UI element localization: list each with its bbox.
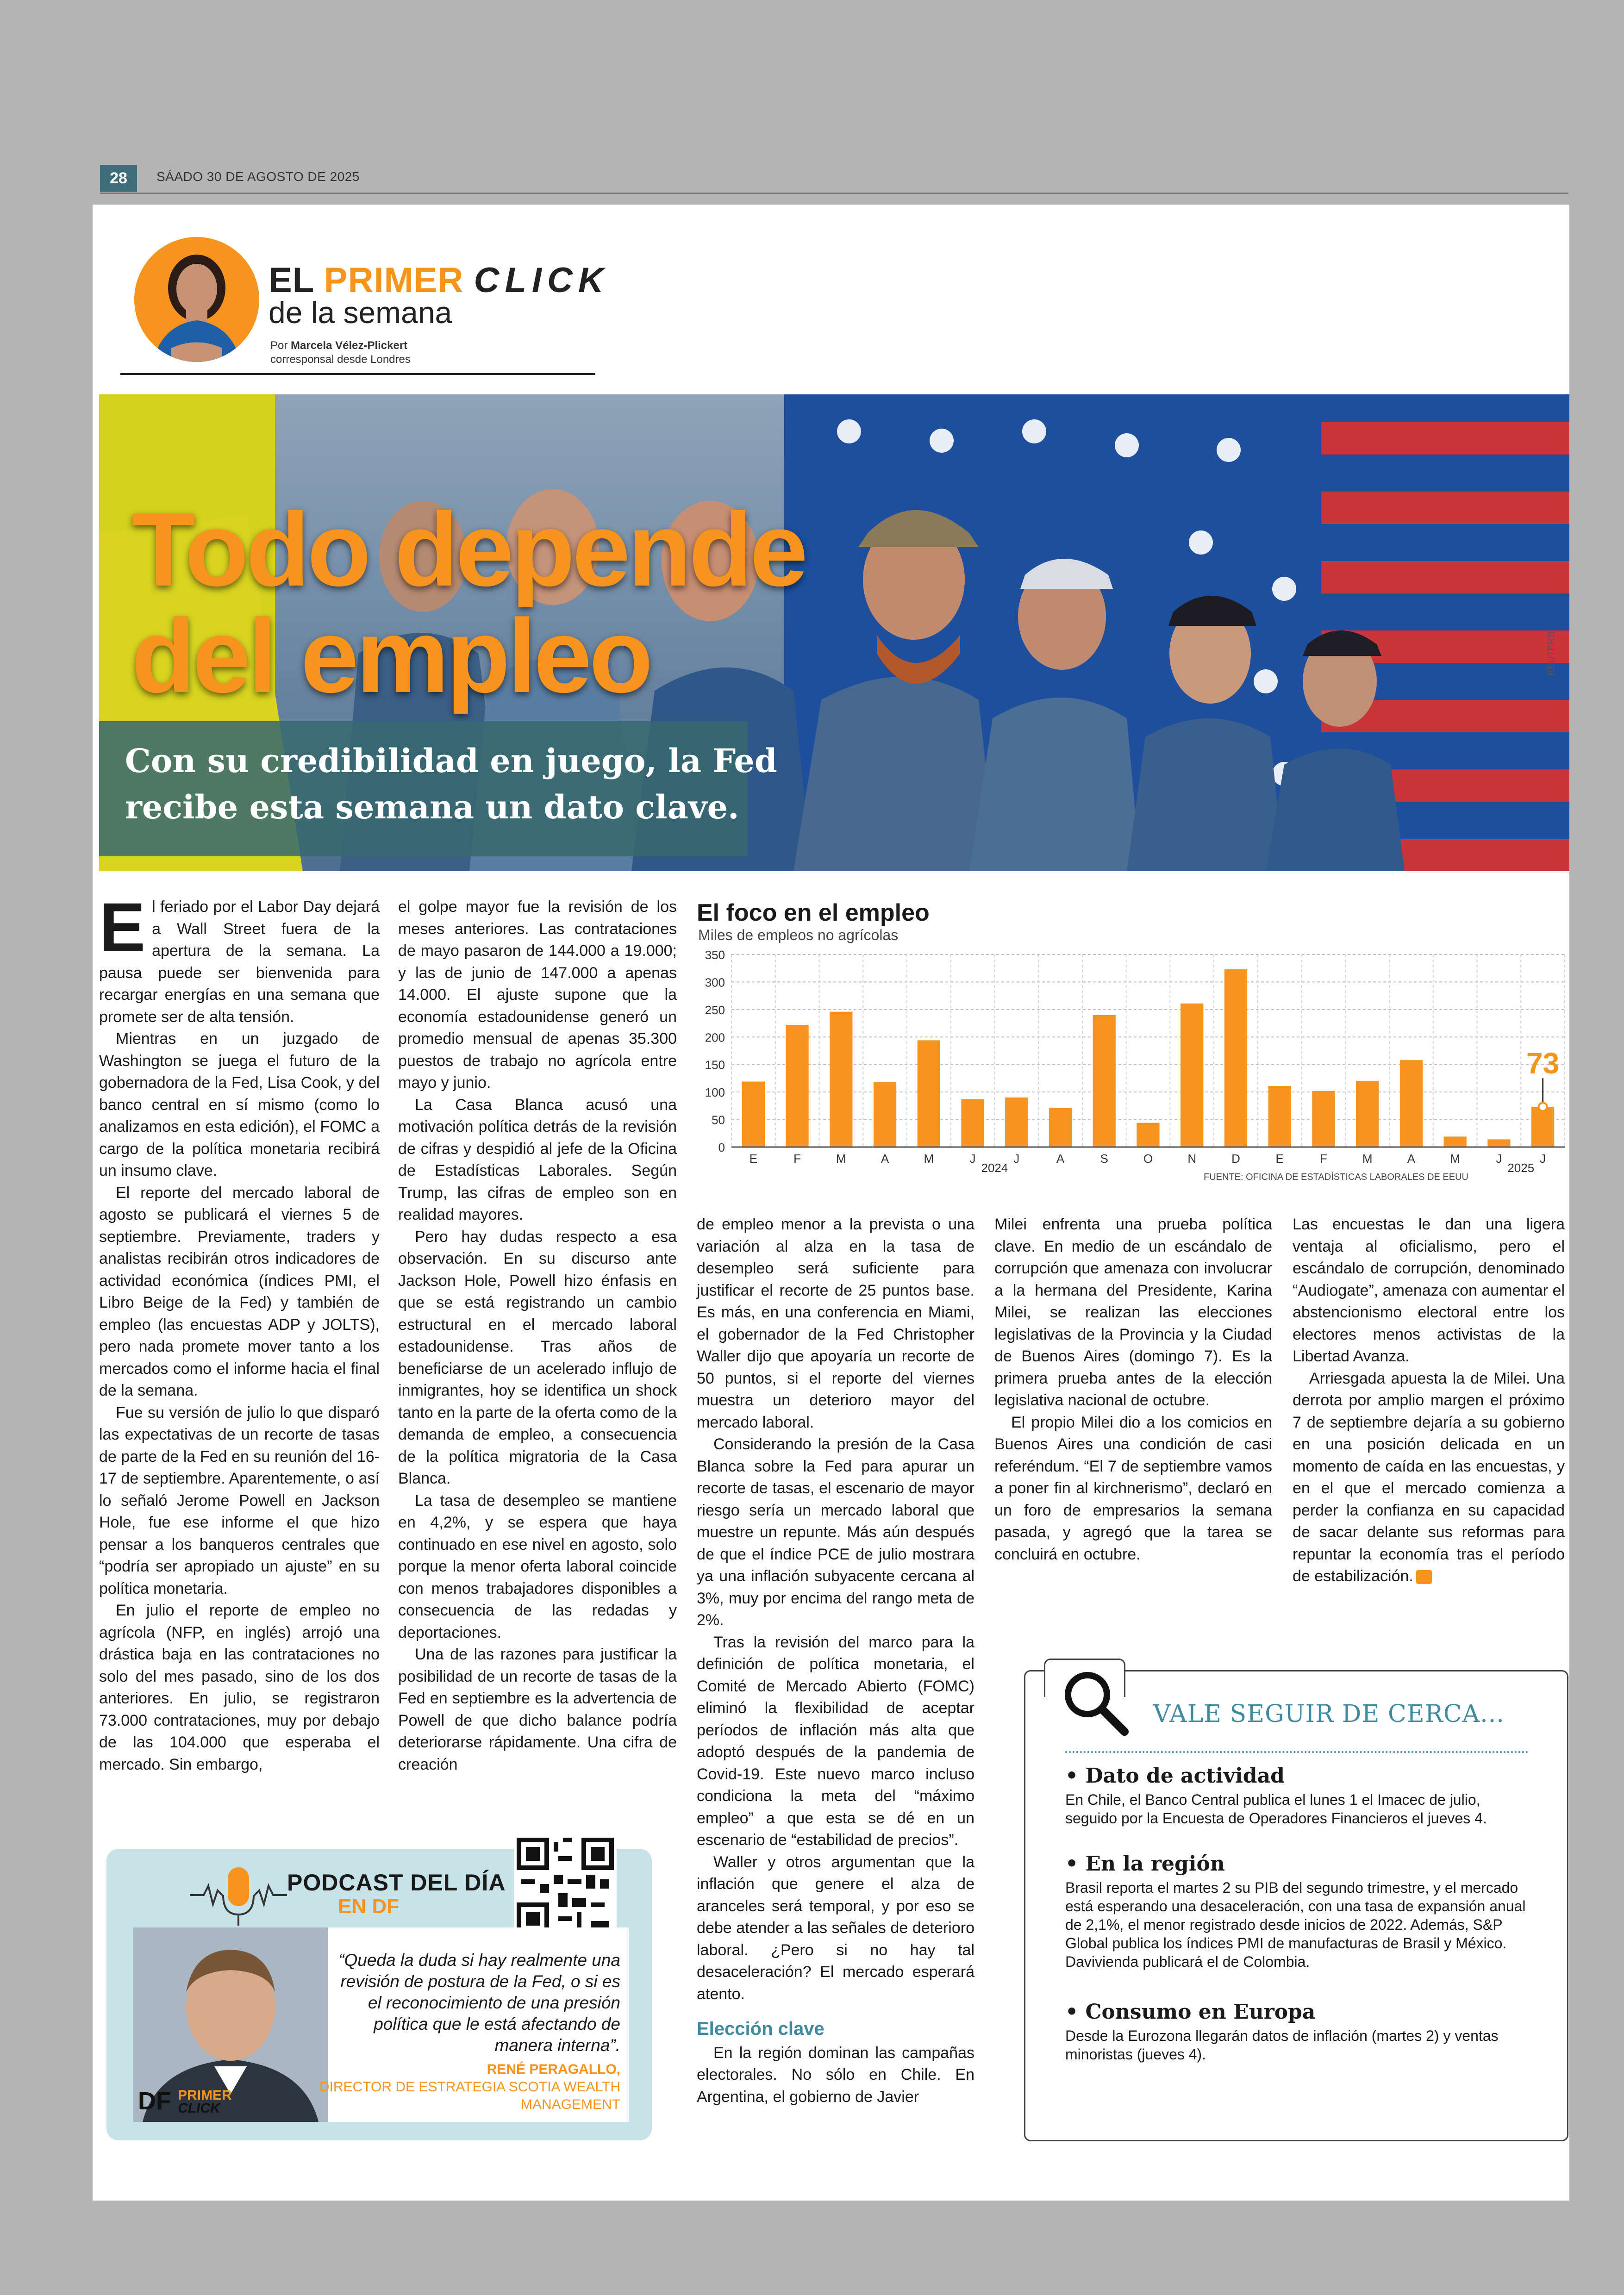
- paragraph: El feriado por el Labor Day dejará a Wall Street fuera de la apertura de la semana. La pausa puede ser bienvenida para recargar energías en una semana que promete ser de alta tensión.: [99, 888, 380, 1026]
- page-folio: [100, 162, 1568, 194]
- article-column-5: [1293, 1214, 1565, 1588]
- x-tick-label: D: [1231, 1152, 1240, 1166]
- paragraph: En julio el reporte de empleo no agrícola (NFP, en inglés) arrojó una drástica baja en las contrataciones no solo del mes pasado, sino de los dos anteriores. En julio, se registraron 73.000 contrataciones, muy por debajo de las 104.000 que esperaba el mercado. Sin embargo,: [99, 1602, 380, 1773]
- bar: [786, 1025, 808, 1147]
- bar: [1487, 1139, 1510, 1147]
- byline-role: corresponsal desde Londres: [270, 353, 411, 366]
- bar: [1005, 1098, 1028, 1147]
- year-label: 2024: [981, 1161, 1008, 1172]
- watchlist-item-body: Brasil reporta el martes 2 su PIB del segundo trimestre, y el mercado está esperando una desaceleración, con una tasa de expansión anual de 2,1%, el menor registrado desde inicios de 2022. Además, S&P Global publica los índices PMI de manufacturas de Brasil y México. Davivienda publicará el de Colombia.: [1065, 1879, 1526, 1970]
- employment-bar-chart: [694, 945, 1569, 1172]
- x-tick-label: N: [1187, 1152, 1197, 1166]
- brand-subtitle: de la semana: [269, 295, 452, 330]
- paragraph: En la región dominan las campañas electorales. No sólo en Chile. En Argentina, el gobierno de Javier: [697, 2044, 974, 2106]
- bar: [830, 1012, 852, 1147]
- bar: [1137, 1123, 1159, 1147]
- watchlist-item: [1065, 1852, 1533, 1971]
- brand-click: CLICK: [474, 261, 609, 300]
- x-tick-label: F: [793, 1152, 801, 1166]
- byline-prefix: Por: [270, 339, 288, 352]
- podcast-quote: “Queda la duda si hay realmente una revisión de postura de la Fed, o si es el reconocimiento de una presión política que le está afectando de manera interna”.: [338, 1951, 620, 2055]
- x-tick-label: M: [836, 1152, 846, 1166]
- x-tick-label: A: [881, 1152, 889, 1166]
- x-tick-label: M: [924, 1152, 934, 1166]
- end-of-article-icon: ≡: [1416, 1570, 1432, 1584]
- bar: [874, 1082, 896, 1147]
- y-tick-label: 50: [712, 1113, 725, 1127]
- bar: [1093, 1015, 1116, 1147]
- watchlist-box: [1024, 1670, 1568, 2141]
- watchlist-title: VALE SEGUIR DE CERCA...: [1153, 1700, 1505, 1728]
- podcast-logo-primer: PRIMER: [178, 2088, 232, 2103]
- paragraph: Mientras en un juzgado de Washington se juega el futuro de la gobernadora de la Fed, Lisa Cook, y del banco central en sí mismo (como lo analizamos en esta edición), el FOMC a cargo de la política monetaria recibirá un insumo clave.: [99, 1030, 380, 1179]
- columnist-portrait: [134, 237, 259, 362]
- x-tick-label: J: [1496, 1152, 1502, 1166]
- callout-label: 73: [1526, 1047, 1560, 1080]
- paragraph: Tras la revisión del marco para la definición de política monetaria, el Comité de Mercado Abierto (FOMC) eliminó la flexibilidad de aceptar períodos de inflación más alta que adoptó después de la pandemia de Covid-19. Este nuevo marco incluso condiciona la meta del “máximo empleo” a que esta se dé en un escenario de “estabilidad de precios”.: [697, 1633, 974, 1849]
- podcast-guest-name: RENÉ PERAGALLO,: [487, 2062, 620, 2077]
- y-tick-label: 150: [705, 1058, 725, 1072]
- y-tick-label: 0: [718, 1141, 725, 1154]
- brand-primer: PRIMER: [324, 261, 464, 300]
- x-tick-label: S: [1100, 1152, 1108, 1166]
- hero-photo: [99, 394, 1569, 871]
- paragraph: Las encuestas le dan una ligera ventaja al oficialismo, pero el escándalo de corrupción, denominado “Audiogate”, amenaza con aumentar el abstencionismo electoral entre los electores menos activistas de la Libertad Avanza.: [1293, 1216, 1565, 1365]
- callout-dot: [1539, 1103, 1547, 1111]
- podcast-logo-df: DF: [138, 2087, 171, 2115]
- bar: [1049, 1108, 1072, 1147]
- headline-line-1: Todo depende: [131, 491, 806, 608]
- article-column-1: [99, 888, 380, 1776]
- x-tick-label: O: [1143, 1152, 1153, 1166]
- x-tick-label: F: [1320, 1152, 1327, 1166]
- issue-date: SÁADO 30 DE AGOSTO DE 2025: [156, 169, 360, 184]
- watchlist-item-body: Desde la Eurozona llegarán datos de inflación (martes 2) y ventas minoristas (jueves 4).: [1065, 2027, 1499, 2063]
- column-brand: [269, 260, 609, 330]
- bar: [742, 1082, 765, 1147]
- x-tick-label: J: [969, 1152, 976, 1166]
- subtitle-line-2: recibe esta semana un dato clave.: [125, 788, 739, 826]
- watchlist-item: [1065, 2000, 1533, 2064]
- bar: [1400, 1060, 1423, 1147]
- bar: [1356, 1081, 1379, 1147]
- x-tick-label: E: [749, 1152, 758, 1166]
- paragraph: Pero hay dudas respecto a esa observación. En su discurso ante Jackson Hole, Powell hizo énfasis en que se está registrando un cambio estructural en el mercado laboral estadounidense. Tras años de beneficiarse de un acelerado influjo de inmigrantes, hoy se identifica un shock tanto en la parte de la oferta como de la demanda de empleo, a consecuencia de la política migratoria de la Casa Blanca.: [398, 1228, 677, 1487]
- paragraph: Arriesgada apuesta la de Milei. Una derrota por amplio margen el próximo 7 de septiembre dejaría a su gobierno en una posición delicada en un momento de caída en las encuestas, y en el que el mercado comienza a perder la confianza en su capacidad de sacar delante sus reformas para repuntar la economía tras el período de estabilización. ≡: [1293, 1369, 1565, 1585]
- x-tick-label: A: [1056, 1152, 1065, 1166]
- bar: [961, 1099, 984, 1147]
- chart-title: El foco en el empleo: [697, 899, 930, 926]
- magnifier-icon: [1061, 1668, 1130, 1737]
- x-tick-label: J: [1013, 1152, 1020, 1166]
- x-tick-label: J: [1540, 1152, 1546, 1166]
- chart-subtitle: Miles de empleos no agrícolas: [698, 927, 899, 943]
- year-label: 2025: [1507, 1161, 1535, 1172]
- paragraph: el golpe mayor fue la revisión de los meses anteriores. Las contrataciones de mayo pasaron de 144.000 a 19.000; y las de junio de 147.000 a apenas 14.000. El ajuste supone que la economía estadounidense generó un promedio mensual de apenas 35.300 puestos de trabajo no agrícola entre mayo y junio.: [398, 898, 677, 1091]
- paragraph: Una de las razones para justificar la posibilidad de un recorte de tasas de la Fed en septiembre es la advertencia de Powell de que dicho balance podría deteriorarse rápidamente. Una cifra de creación: [398, 1646, 677, 1773]
- paragraph: Waller y otros argumentan que la inflación que genere el alza de aranceles será temporal, y por eso se debe atender a las señales de deterioro laboral. ¿Pero si no hay tal desaceleración? El mercado esperará atento.: [697, 1853, 974, 2003]
- x-tick-label: A: [1407, 1152, 1416, 1166]
- podcast-guest-role: DIRECTOR DE ESTRATEGIA SCOTIA WEALTH MANAGEMENT: [319, 2079, 620, 2112]
- paragraph: Fue su versión de julio lo que disparó las expectativas de un recorte de tasas de parte de la Fed en su reunión del 16-17 de septiembre. Aparentemente, o así lo señaló Jerome Powell en Jackson Hole, fue ese informe el que hizo pensar a los banqueros centrales que “podría ser apropiado un ajuste” en su política monetaria.: [99, 1403, 380, 1597]
- paragraph: La tasa de desempleo se mantiene en 4,2%, y se espera que haya continuado en ese nivel en agosto, solo porque la menor oferta laboral coincide con menos trabajadores disponibles a consecuencia de las redadas y deportaciones.: [398, 1491, 677, 1641]
- paragraph: Considerando la presión de la Casa Blanca sobre la Fed para apurar un recorte de tasas, el escenario de mayor riesgo sería un mercado laboral que muestre un repunte. Más aún después de que el índice PCE de julio mostrara ya una inflación subyacente cercana al 3%, muy por encima del rango meta de 2%.: [697, 1435, 974, 1629]
- y-tick-label: 250: [705, 1003, 725, 1017]
- article-column-4: [994, 1214, 1272, 1565]
- header-rule: [120, 373, 595, 375]
- y-tick-label: 200: [705, 1030, 725, 1045]
- bar: [1268, 1086, 1291, 1147]
- bar: [1312, 1091, 1335, 1147]
- watchlist-item-body: En Chile, el Banco Central publica el lunes 1 el Imacec de julio, seguido por la Encuesta de Operadores Financieros el jueves 4.: [1065, 1791, 1487, 1827]
- podcast-title: PODCAST DEL DÍA: [287, 1870, 506, 1896]
- subtitle: [125, 738, 777, 830]
- paragraph: Milei enfrenta una prueba política clave. En medio de un escándalo de corrupción que amenaza con involucrar a la hermana del Presidente, Karina Milei, se realizan las elecciones legislativas de la Provincia y la Ciudad de Buenos Aires (domingo 7). Es la primera prueba antes de la elección legislativa nacional de octubre.: [994, 1216, 1272, 1409]
- watchlist-item-head: • Consumo en Europa: [1065, 2000, 1316, 2024]
- byline-author: Marcela Vélez-Plickert: [291, 339, 408, 352]
- dropcap: E: [99, 888, 146, 966]
- x-tick-label: M: [1362, 1152, 1373, 1166]
- microphone-icon: [190, 1863, 287, 1927]
- y-tick-label: 350: [705, 948, 725, 962]
- watchlist-item-head: • En la región: [1065, 1852, 1225, 1876]
- paragraph: La Casa Blanca acusó una motivación política detrás de la revisión de cifras y despidió al jefe de la Oficina de Estadísticas Laborales. Según Trump, las cifras de empleo son en realidad mayores.: [398, 1096, 677, 1223]
- headline: [131, 491, 806, 714]
- podcast-box: [106, 1849, 652, 2140]
- paragraph: El reporte del mercado laboral de agosto se publicará el viernes 5 de septiembre. Previamente, traders y analistas recibirán otros indicadores de actividad económica (índices PMI, el Libro Beige de la Fed) y también de empleo (las encuestas ADP y JOLTS), pero nada promete mover tanto a los mercados como el informe hacia el final de la semana.: [99, 1184, 380, 1399]
- y-tick-label: 300: [705, 975, 725, 990]
- newspaper-page: [93, 205, 1569, 2201]
- bar: [918, 1040, 940, 1147]
- x-tick-label: M: [1450, 1152, 1460, 1166]
- article-column-2: [398, 896, 677, 1776]
- watchlist-item: [1065, 1764, 1533, 1827]
- bar: [1444, 1136, 1467, 1147]
- watchlist-item-head: • Dato de actividad: [1065, 1764, 1285, 1788]
- photo-credit: REUTERS: [1546, 631, 1556, 676]
- y-tick-label: 100: [705, 1085, 725, 1100]
- podcast-qr-code[interactable]: [514, 1835, 617, 1938]
- article-column-3: [697, 1214, 974, 2108]
- subtitle-line-1: Con su credibilidad en juego, la Fed: [125, 742, 777, 780]
- x-tick-label: E: [1275, 1152, 1284, 1166]
- bar: [1531, 1107, 1554, 1147]
- dotted-divider: [1065, 1751, 1528, 1753]
- byline: [270, 339, 411, 367]
- chart-source: FUENTE: OFICINA DE ESTADÍSTICAS LABORALES DE EEUU: [1204, 1172, 1468, 1182]
- brand-el: EL: [269, 261, 314, 300]
- podcast-title-2: EN DF: [338, 1895, 399, 1918]
- paragraph: El propio Milei dio a los comicios en Buenos Aires una condición de casi referéndum. “El 7 de septiembre vamos a poner fin al kirchnerismo”, declaró en un foro de empresarios la semana pasada, y agregó que la tarea se concluirá en octubre.: [994, 1413, 1272, 1563]
- page-number: 28: [100, 165, 137, 192]
- headline-line-2: del empleo: [131, 597, 650, 714]
- bar: [1181, 1004, 1203, 1147]
- section-subhead: Elección clave: [697, 2019, 824, 2039]
- podcast-logo-click: CLICK: [178, 2101, 220, 2116]
- paragraph: de empleo menor a la prevista o una variación al alza en la tasa de desempleo será suficiente para justificar el recorte de 25 puntos base. Es más, en una conferencia en Miami, el gobernador de la Fed Christopher Waller dijo que apoyaría un recorte de 50 puntos, si el reporte del viernes muestra un deterioro mayor del mercado laboral.: [697, 1216, 974, 1431]
- bar: [1224, 969, 1247, 1147]
